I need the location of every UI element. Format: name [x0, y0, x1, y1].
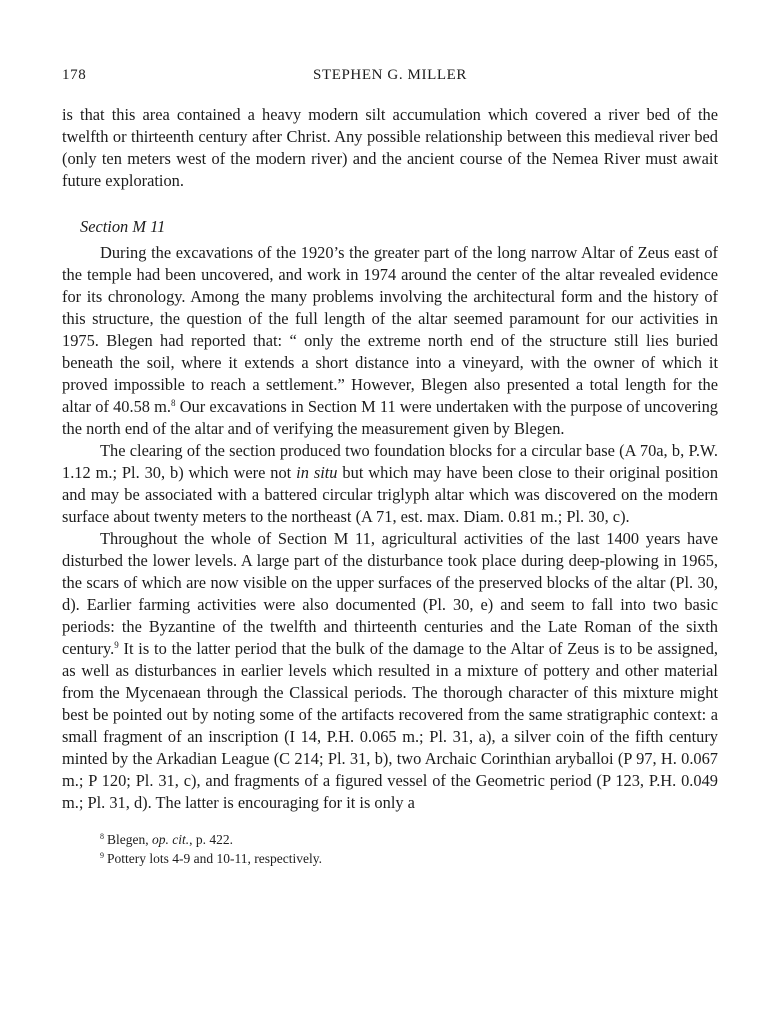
footnote-mark: 9: [100, 851, 104, 860]
running-head: [62, 64, 718, 86]
footnote-9: [100, 849, 718, 868]
paragraph-disturbance: [62, 528, 718, 814]
footnote-mark: 8: [100, 832, 104, 841]
page-number: 178: [62, 67, 87, 83]
page: [62, 64, 718, 868]
footnote-text: Blegen,: [107, 832, 152, 847]
paragraph-text: but which may have been close to their original position and may be associated with a battered circular triglyph altar which was discovered on the modern surface about twenty meters to the northeast (A 71, est. max. Diam. 0.81 m.; Pl. 30, c).: [62, 463, 719, 526]
footnotes: [62, 830, 718, 868]
footnote-text: Pottery lots 4-9 and 10-11, respectively.: [107, 851, 322, 866]
paragraph-altar-length: [62, 242, 718, 440]
footnote-italic: op. cit.: [152, 832, 190, 847]
paragraph-foundation-blocks: [62, 440, 718, 528]
paragraph-text: The clearing of the section produced two foundation blocks for a circular base (A 70a, b, P.W. 1.12 m.; Pl. 30, b) which were not: [62, 441, 718, 482]
paragraph-text: It is to the latter period that the bulk of the damage to the Altar of Zeus is to be assigned, as well as disturbances in earlier levels which resulted in a mixture of pottery and other material from the Mycenaean through the Classical periods. The thorough character of this mixture might best be pointed out by noting some of the artifacts recovered from the same stratigraphic context: a small fragment of an inscription (I 14, P.H. 0.065 m.; Pl. 31, a), a silver coin of the fifth century minted by the Arkadian League (C 214; Pl. 31, b), two Archaic Corinthian aryballoi (P 97, H. 0.067 m.; P 120; Pl. 31, c), and fragments of a figured vessel of the Geometric period (P 123, P.H. 0.049 m.; Pl. 31, d). The latter is encouraging for it is only a: [62, 639, 718, 812]
paragraph-text: Throughout the whole of Section M 11, agricultural activities of the last 1400 years have disturbed the lower levels. A large part of the disturbance took place during deep-plowing in 1965, the scars of which are now visible on the upper surfaces of the preserved blocks of the altar (Pl. 30, d). Earlier farming activities were also documented (Pl. 30, e) and seem to fall into two basic periods: the Byzantine of the twelfth and thirteenth centuries and the Late Roman of the sixth century.: [62, 529, 718, 658]
paragraph-text: Our excavations in Section M 11 were undertaken with the purpose of uncovering the north end of the altar and of verifying the measurement given by Blegen.: [62, 397, 718, 438]
footnote-ref-9[interactable]: 9: [114, 640, 119, 650]
running-title: STEPHEN G. MILLER: [313, 67, 467, 83]
section-heading: Section M 11: [80, 217, 166, 236]
footnote-8: [100, 830, 718, 849]
italic-term: in situ: [296, 463, 338, 482]
footnote-text: , p. 422.: [189, 832, 233, 847]
paragraph-text: During the excavations of the 1920’s the greater part of the long narrow Altar of Zeus east of the temple had been uncovered, and work in 1974 around the center of the altar revealed evidence for its chronology. Among the many problems involving the architectural form and the history of this structure, the question of the full length of the altar seemed paramount for our activities in 1975. Blegen had reported that: “ only the extreme north end of the structure still lies buried beneath the soil, where it extends a short distance into a vineyard, with the owner of which it proved impossible to reach a settlement.” However, Blegen also presented a total length for the altar of 40.58 m.: [62, 243, 718, 416]
opening-paragraph: is that this area contained a heavy modern silt accumulation which covered a river bed of the twelfth or thirteenth century after Christ. Any possible relationship between this medieval river bed (only ten meters west of the modern river) and the ancient course of the Nemea River must await future exploration.: [62, 105, 718, 190]
footnote-ref-8[interactable]: 8: [171, 398, 176, 408]
